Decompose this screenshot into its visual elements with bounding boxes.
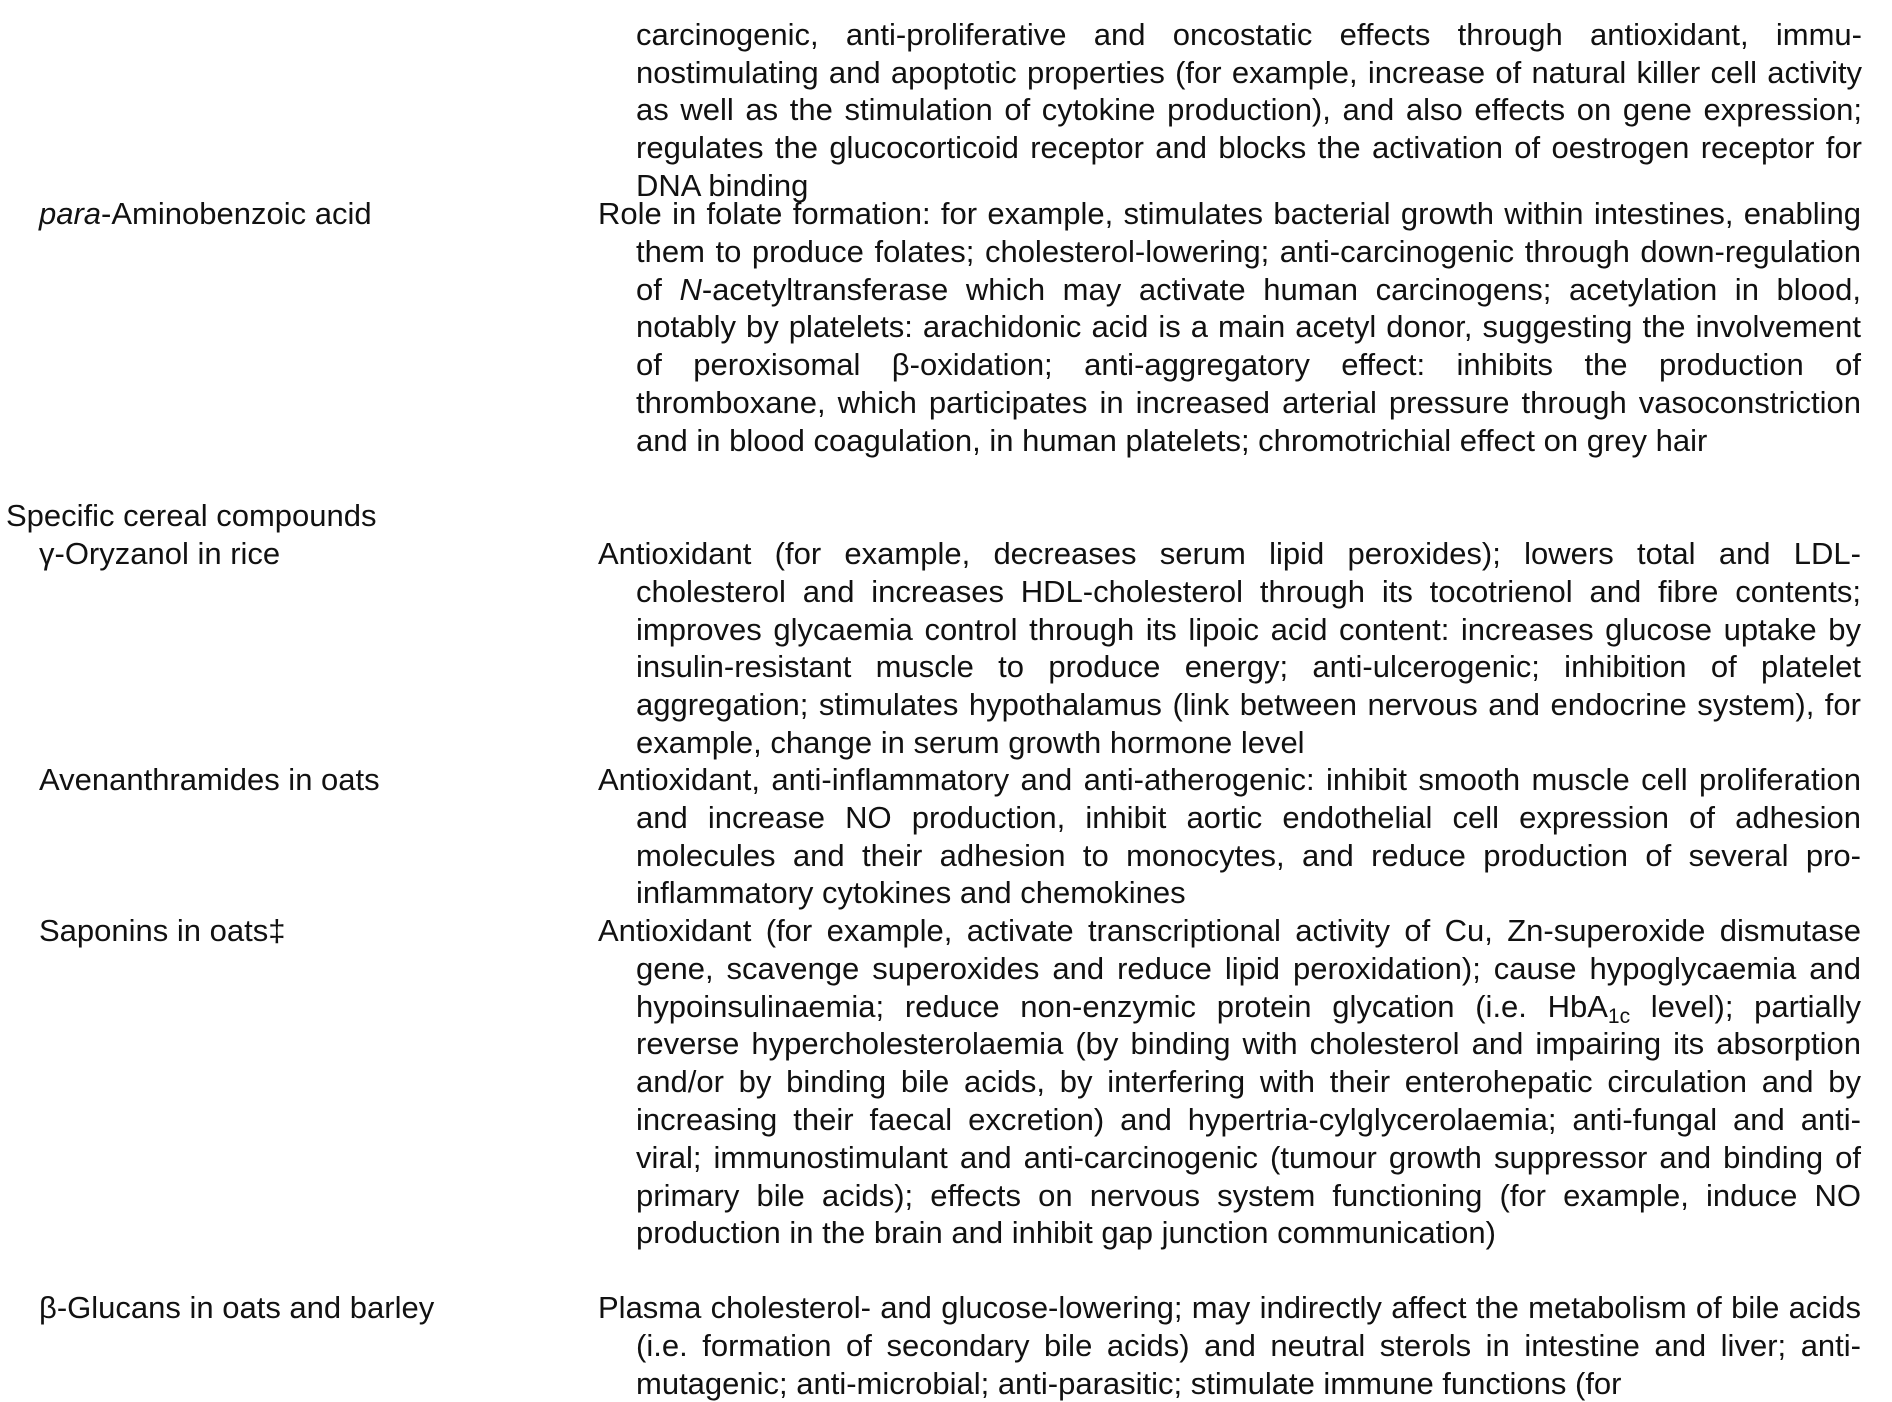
saponins-desc-part2: level); partially reverse hypercholesterolaemia (by binding with cholesterol and impairing its absorption and/or by binding bile acids, by interfering with their enterohepatic circulation and by increasing their faecal excretion) and hypertria-cylglycerolaemia; anti-fungal and anti-viral; immunostimulant and anti-carcinogenic (tumour growth suppressor and binding of primary bile acids); effects on nervous system functioning (for example, induce NO production in the brain and inhibit gap junction communication): [636, 988, 1861, 1251]
desc-italic-n: N: [679, 271, 702, 307]
compound-name-rest: -Aminobenzoic acid: [101, 196, 372, 231]
compound-italic-prefix: para: [39, 196, 102, 231]
desc-text-part1: Role in folate formation: for example, stimulates bacterial growth within intestines, enabling them to produce folates; cholesterol-lowering; anti-carcinogenic through down-regulation of: [598, 196, 1861, 307]
compound-label-paba: [39, 195, 372, 233]
compound-label-beta-glucans: β-Glucans in oats and barley: [39, 1290, 435, 1325]
saponins-desc-part1: Antioxidant (for example, activate transcriptional activity of Cu, Zn-superoxide dismutase gene, scavenge superoxides and reduce lipid peroxidation); cause hypoglycaemia and hypoinsulinaemia; reduce non-enzymic protein glycation (i.e. HbA: [598, 913, 1861, 1024]
description-saponins: [598, 912, 1861, 1252]
continuation-description: [636, 0, 1862, 205]
description-avenanthramides: Antioxidant, anti-inflammatory and anti-atherogenic: inhibit smooth muscle cell proliferation and increase NO production, inhibit aortic endothelial cell expression of adhesion molecules and their adhesion to monocytes, and reduce production of several pro-inflammatory cytokines and chemokines: [598, 762, 1861, 911]
compound-label-oryzanol: γ-Oryzanol in rice: [39, 536, 281, 571]
description-paba: [598, 195, 1861, 460]
continuation-cut-line: [636, 0, 645, 14]
description-beta-glucans: Plasma cholesterol- and glucose-lowering; may indirectly affect the metabolism of bile acids (i.e. formation of secondary bile acids) and neutral sterols in intestine and liver; anti-mutagenic; anti-microbial; anti-parasitic; stimulate immune functions (for: [598, 1290, 1861, 1401]
compound-label-saponins: Saponins in oats‡: [39, 913, 286, 948]
compound-label-avenanthramides: Avenanthramides in oats: [39, 762, 380, 797]
section-heading: Specific cereal compounds: [6, 498, 377, 533]
subscript-1c: 1c: [1607, 1004, 1631, 1028]
description-oryzanol: Antioxidant (for example, decreases serum lipid peroxides); lowers total and LDL-cholesterol and increases HDL-cholesterol through its tocotrienol and fibre contents; improves glycaemia control through its lipoic acid content: increases glucose uptake by insulin-resistant muscle to produce energy; anti-ulcerogenic; inhibition of platelet aggregation; stimulates hypothalamus (link between nervous and endocrine system), for example, change in serum growth hormone level: [598, 536, 1861, 760]
continuation-text: carcinogenic, anti-proliferative and oncostatic effects through antioxidant, immu-nostimulating and apoptotic properties (for example, increase of natural killer cell activity as well as the stimulation of cytokine production), and also effects on gene expression; regulates the glucocorticoid receptor and blocks the activation of oestrogen receptor for DNA binding: [636, 16, 1862, 203]
desc-text-part2: -acetyltransferase which may activate human carcinogens; acetylation in blood, notably by platelets: arachidonic acid is a main acetyl donor, suggesting the involvement of peroxisomal β-oxidation; anti-aggregatory effect: inhibits the production of thromboxane, which participates in increased arterial pressure through vasoconstriction and in blood coagulation, in human platelets; chromotrichial effect on grey hair: [636, 271, 1861, 458]
